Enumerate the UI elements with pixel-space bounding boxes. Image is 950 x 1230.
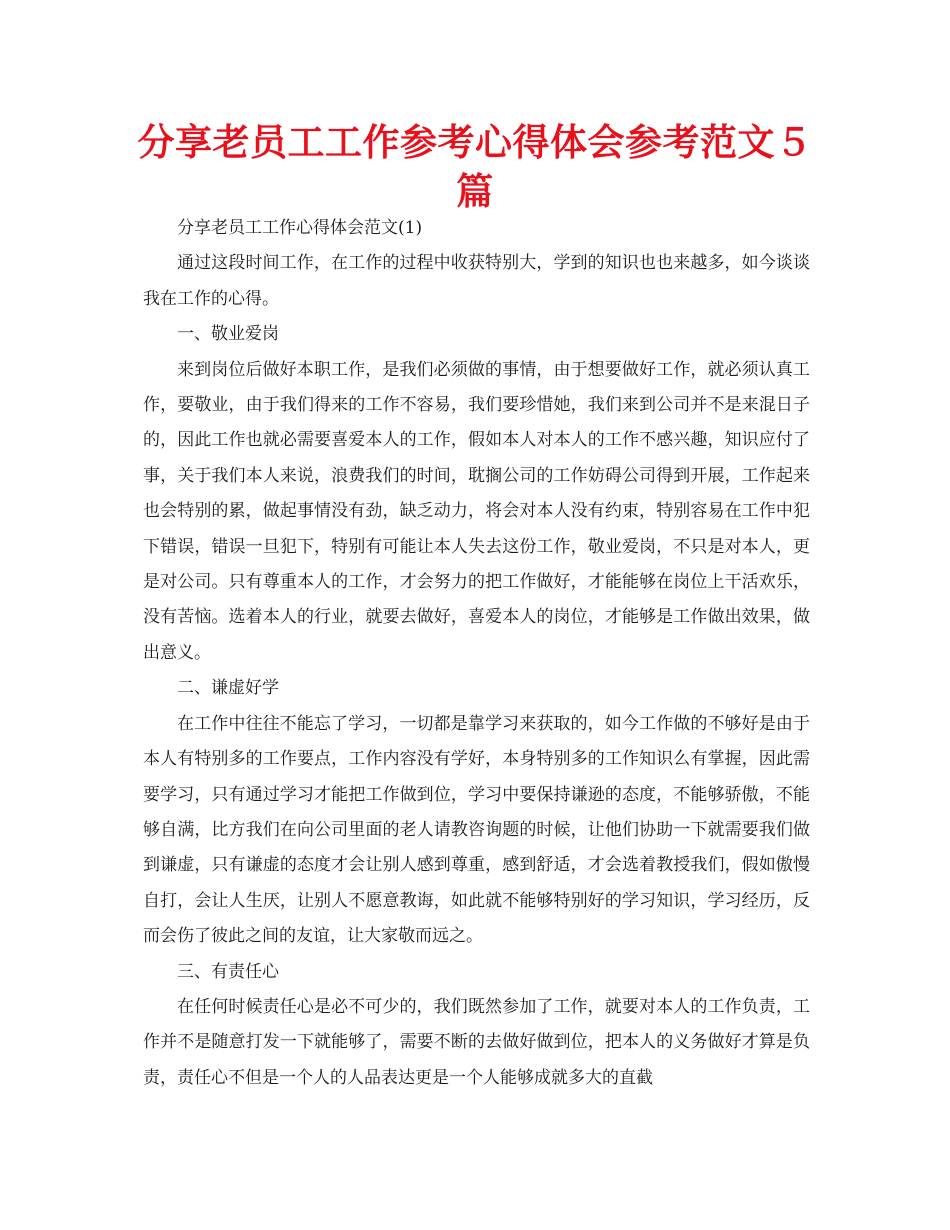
section-heading: 一、敬业爱岗 xyxy=(177,324,279,345)
document-title: 分享老员工工作参考心得体会参考范文５篇 xyxy=(137,121,813,213)
body-paragraph: 在任何时候责任心是必不可少的，我们既然参加了工作，就要对本人的工作负责，工作并不是随意打发一下就能够了，需要不断的去做好做到位，把本人的义务做好才算是负责，责任心不但是一个人的人品表达更是一个人能够成就多大的直截 xyxy=(143,996,810,1088)
section-heading: 二、谦虚好学 xyxy=(177,678,279,699)
section-heading: 三、有责任心 xyxy=(177,961,279,982)
section-heading: 分享老员工工作心得体会范文(1) xyxy=(177,218,423,238)
document-body xyxy=(143,211,810,1096)
body-paragraph: 在工作中往往不能忘了学习，一切都是靠学习来获取的，如今工作做的不够好是由于本人有特别多的工作要点，工作内容没有学好，本身特别多的工作知识么有掌握，因此需要学习，只有通过学习才能把工作做到位，学习中要保持谦逊的态度，不能够骄傲，不能够自满，比方我们在向公司里面的老人请教咨询题的时候，让他们协助一下就需要我们做到谦虚，只有谦虚的态度才会让别人感到尊重，感到舒适，才会选着教授我们，假如傲慢自打，会让人生厌，让别人不愿意教诲，如此就不能够特别好的学习知识，学习经历，反而会伤了彼此之间的友谊，让大家敬而远之。 xyxy=(143,713,810,947)
body-paragraph: 来到岗位后做好本职工作，是我们必须做的事情，由于想要做好工作，就必须认真工作，要敬业，由于我们得来的工作不容易，我们要珍惜她，我们来到公司并不是来混日子的，因此工作也就必需要喜爱本人的工作，假如本人对本人的工作不感兴趣，知识应付了事，关于我们本人来说，浪费我们的时间，耽搁公司的工作妨碍公司得到开展，工作起来也会特别的累，做起事情没有劲，缺乏动力，将会对本人没有约束，特别容易在工作中犯下错误，错误一旦犯下，特别有可能让本人失去这份工作，敬业爱岗，不只是对本人，更是对公司。只有尊重本人的工作，才会努力的把工作做好，才能能够在岗位上干活欢乐，没有苦恼。选着本人的行业，就要去做好，喜爱本人的岗位，才能够是工作做出效果，做出意义。 xyxy=(143,359,810,663)
body-paragraph: 通过这段时间工作，在工作的过程中收获特别大，学到的知识也也来越多，如今谈谈我在工作的心得。 xyxy=(143,253,810,309)
